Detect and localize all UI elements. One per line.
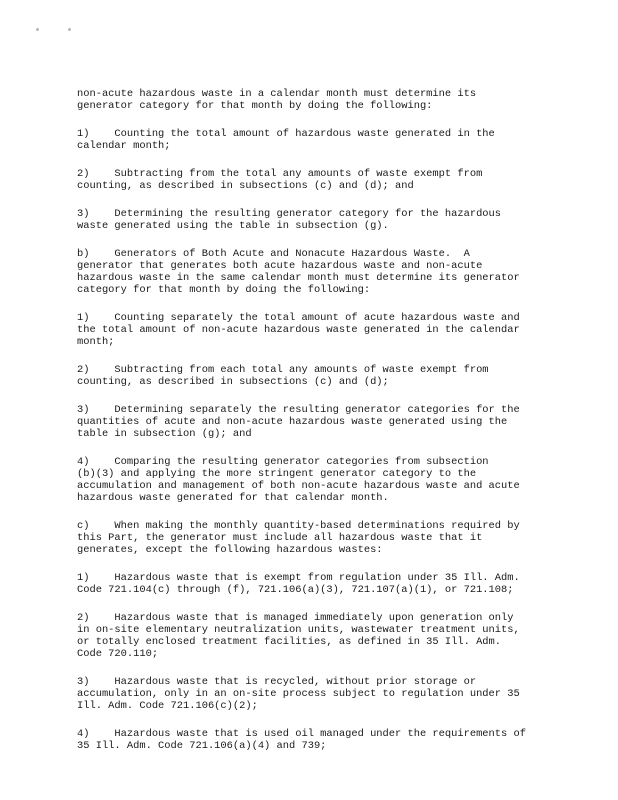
paragraph-b3: 3) Determining separately the resulting generator categories for the quantities of acute and non-acute hazardous waste generated using the table in subsection (g); and — [77, 404, 520, 440]
paragraph-b: b) Generators of Both Acute and Nonacute Hazardous Waste. A generator that generates both acute hazardous waste and non-acute hazardous waste in the same calendar month must determine its generator category for that month by doing the following: — [77, 248, 520, 296]
scan-mark — [36, 28, 39, 31]
paragraph-a1: 1) Counting the total amount of hazardous waste generated in the calendar month; — [77, 128, 495, 152]
paragraph-c1: 1) Hazardous waste that is exempt from regulation under 35 Ill. Adm. Code 721.104(c) through (f), 721.106(a)(3), 721.107(a)(1), or 721.108; — [77, 572, 520, 596]
paragraph-b1: 1) Counting separately the total amount of acute hazardous waste and the total amount of non-acute hazardous waste generated in the calendar month; — [77, 312, 520, 348]
paragraph-c3: 3) Hazardous waste that is recycled, without prior storage or accumulation, only in an on-site process subject to regulation under 35 Ill. Adm. Code 721.106(c)(2); — [77, 676, 520, 712]
paragraph-continuation: non-acute hazardous waste in a calendar month must determine its generator category for that month by doing the following: — [77, 88, 477, 112]
paragraph-c: c) When making the monthly quantity-based determinations required by this Part, the generator must include all hazardous waste that it generates, except the following hazardous wastes: — [77, 520, 520, 556]
document-body — [77, 88, 557, 768]
paragraph-b2: 2) Subtracting from each total any amounts of waste exempt from counting, as described in subsections (c) and (d); — [77, 364, 489, 388]
scan-mark — [68, 28, 71, 31]
paragraph-c2: 2) Hazardous waste that is managed immediately upon generation only in on-site elementary neutralization units, wastewater treatment units, or totally enclosed treatment facilities, as defined in 35 Ill. Adm. Code 720.110; — [77, 612, 520, 660]
paragraph-c4: 4) Hazardous waste that is used oil managed under the requirements of 35 Ill. Adm. Code 721.106(a)(4) and 739; — [77, 728, 526, 752]
paragraph-a2: 2) Subtracting from the total any amounts of waste exempt from counting, as described in subsections (c) and (d); and — [77, 168, 483, 192]
paragraph-a3: 3) Determining the resulting generator category for the hazardous waste generated using the table in subsection (g). — [77, 208, 502, 232]
paragraph-b4: 4) Comparing the resulting generator categories from subsection (b)(3) and applying the more stringent generator category to the accumulation and management of both non-acute hazardous waste and acute hazardous waste generated for that calendar month. — [77, 456, 520, 504]
